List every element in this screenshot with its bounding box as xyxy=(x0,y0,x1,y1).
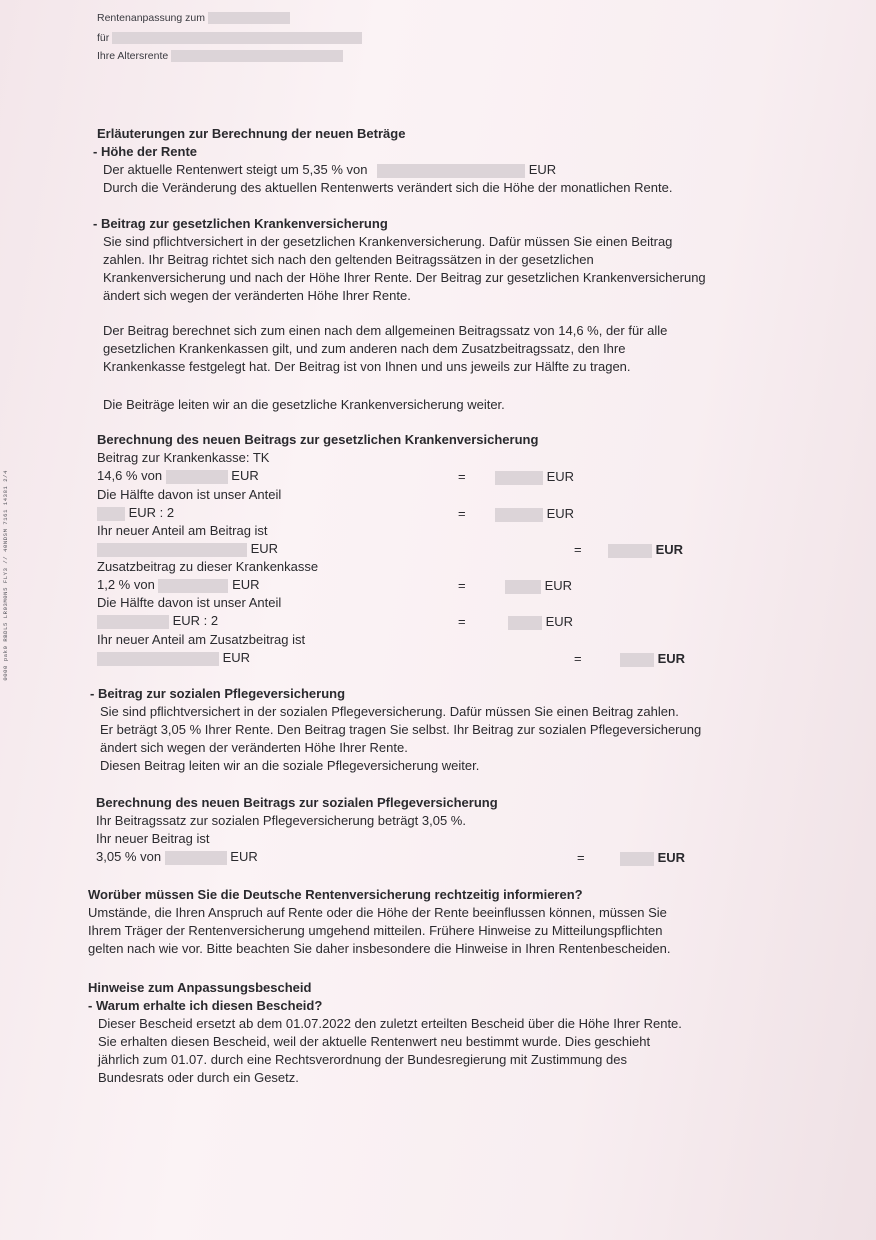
value-6: EUR xyxy=(620,651,685,667)
kv-p1-3: Krankenversicherung und nach der Höhe Ihrer Rente. Der Beitrag zur gesetzlichen Krankenversicherung xyxy=(103,270,706,285)
pv-line-1: Sie sind pflichtversichert in der sozialen Pflegeversicherung. Dafür müssen Sie einen Beitrag zahlen. xyxy=(100,704,679,719)
hinweise-title: Hinweise zum Anpassungsbescheid xyxy=(88,980,312,995)
kv-calc-title: Berechnung des neuen Beitrags zur gesetzlichen Krankenversicherung xyxy=(97,432,539,447)
kv-p2-1: Der Beitrag berechnet sich zum einen nach dem allgemeinen Beitragssatz von 14,6 %, der für alle xyxy=(103,323,668,338)
eq-6: = xyxy=(574,651,582,666)
hinweise-sub: - Warum erhalte ich diesen Bescheid? xyxy=(88,998,323,1013)
kv-calc-anteil-value: EUR xyxy=(97,540,278,558)
kv-calc-half: Die Hälfte davon ist unser Anteil xyxy=(97,487,282,502)
eq-7: = xyxy=(577,850,585,865)
inform-line-1: Umstände, die Ihren Anspruch auf Rente oder die Höhe der Rente beeinflussen können, müssen Sie xyxy=(88,905,667,920)
kv-p1-4: ändert sich wegen der veränderten Höhe Ihrer Rente. xyxy=(103,288,411,303)
kv-calc-zusatz: Zusatzbeitrag zu dieser Krankenkasse xyxy=(97,559,319,574)
rente-line-2: Durch die Veränderung des aktuellen Rentenwerts verändert sich die Höhe der monatlichen Rente. xyxy=(103,180,673,195)
eq-1: = xyxy=(458,469,466,484)
pv-title: - Beitrag zur sozialen Pflegeversicherung xyxy=(90,686,346,701)
kv-p1-1: Sie sind pflichtversichert in der gesetzlichen Krankenversicherung. Dafür müssen Sie einen Beitrag xyxy=(103,234,673,249)
eq-4: = xyxy=(458,578,466,593)
hinweise-line-1: Dieser Bescheid ersetzt ab dem 01.07.2022 den zuletzt erteilten Bescheid über die Höhe Ihrer Rente. xyxy=(98,1016,682,1031)
kv-calc-row-2: 1,2 % von EUR xyxy=(97,577,260,592)
side-print-code: 0000 pak0 RBDL5 LR03M0N5 FLY3 // 40NDSM 7161 14381 2/4 xyxy=(2,470,9,681)
eq-5: = xyxy=(458,614,466,629)
kv-calc-div-2: EUR : 2 xyxy=(97,612,218,630)
kv-calc-anteil-2: Ihr neuer Anteil am Zusatzbeitrag ist xyxy=(97,632,306,647)
kv-p3: Die Beiträge leiten wir an die gesetzliche Krankenversicherung weiter. xyxy=(103,397,505,412)
kv-p2-2: gesetzlichen Krankenkassen gilt, und zum anderen nach dem Zusatzbeitragssatz, den Ihre xyxy=(103,341,626,356)
pv-line-2: Er beträgt 3,05 % Ihrer Rente. Den Beitrag tragen Sie selbst. Ihr Beitrag zur sozialen Pflegeversicherung xyxy=(100,722,702,737)
pv-line-3: ändert sich wegen der veränderten Höhe Ihrer Rente. xyxy=(100,740,408,755)
pv-calc-line-2: Ihr neuer Beitrag ist xyxy=(96,831,210,846)
pv-calc-line-3: 3,05 % von EUR xyxy=(96,849,258,864)
hinweise-line-2: Sie erhalten diesen Bescheid, weil der aktuelle Rentenwert neu bestimmt wurde. Dies geschieht xyxy=(98,1034,651,1049)
kv-calc-row-1: 14,6 % von EUR xyxy=(97,468,259,483)
inform-line-2: Ihrem Träger der Rentenversicherung umgehend mitteilen. Frühere Hinweise zu Mitteilungspflichten xyxy=(88,923,663,938)
header-line-2: für xyxy=(97,32,362,44)
kv-calc-div: EUR : 2 xyxy=(97,504,174,522)
rente-line-1: Der aktuelle Rentenwert steigt um 5,35 % von EUR xyxy=(103,162,557,177)
value-7: EUR xyxy=(620,850,685,866)
value-4: EUR xyxy=(505,578,572,594)
kv-p2-3: Krankenkasse festgelegt hat. Der Beitrag ist von Ihnen und uns jeweils zur Hälfte zu tragen. xyxy=(103,359,631,374)
header-line-3: Ihre Altersrente xyxy=(97,50,343,62)
kv-calc-half-2: Die Hälfte davon ist unser Anteil xyxy=(97,595,282,610)
hinweise-line-4: Bundesrats oder durch ein Gesetz. xyxy=(98,1070,299,1085)
inform-title: Worüber müssen Sie die Deutsche Rentenversicherung rechtzeitig informieren? xyxy=(88,887,583,902)
pv-line-4: Diesen Beitrag leiten wir an die soziale Pflegeversicherung weiter. xyxy=(100,758,480,773)
kv-p1-2: zahlen. Ihr Beitrag richtet sich nach den geltenden Beitragssätzen in der gesetzlichen xyxy=(103,252,594,267)
kv-calc-kasse: Beitrag zur Krankenkasse: TK xyxy=(97,450,270,465)
value-5: EUR xyxy=(508,614,573,630)
pv-calc-line-1: Ihr Beitragssatz zur sozialen Pflegeversicherung beträgt 3,05 %. xyxy=(96,813,466,828)
main-title: Erläuterungen zur Berechnung der neuen Beträge xyxy=(97,126,406,141)
eq-3: = xyxy=(574,542,582,557)
kv-calc-anteil-2-value: EUR xyxy=(97,649,250,667)
kv-calc-anteil: Ihr neuer Anteil am Beitrag ist xyxy=(97,523,268,538)
rente-title: - Höhe der Rente xyxy=(93,144,198,159)
kv-title: - Beitrag zur gesetzlichen Krankenversicherung xyxy=(93,216,388,231)
hinweise-line-3: jährlich zum 01.07. durch eine Rechtsverordnung der Bundesregierung mit Zustimmung des xyxy=(98,1052,627,1067)
eq-2: = xyxy=(458,506,466,521)
value-2: EUR xyxy=(495,506,574,522)
pv-calc-title: Berechnung des neuen Beitrags zur sozialen Pflegeversicherung xyxy=(96,795,498,810)
inform-line-3: gelten nach wie vor. Bitte beachten Sie daher insbesondere die Hinweise in Ihren Rentenbescheiden. xyxy=(88,941,671,956)
value-1: EUR xyxy=(495,469,574,485)
value-3: EUR xyxy=(608,542,683,558)
header-line-1: Rentenanpassung zum xyxy=(97,12,290,24)
